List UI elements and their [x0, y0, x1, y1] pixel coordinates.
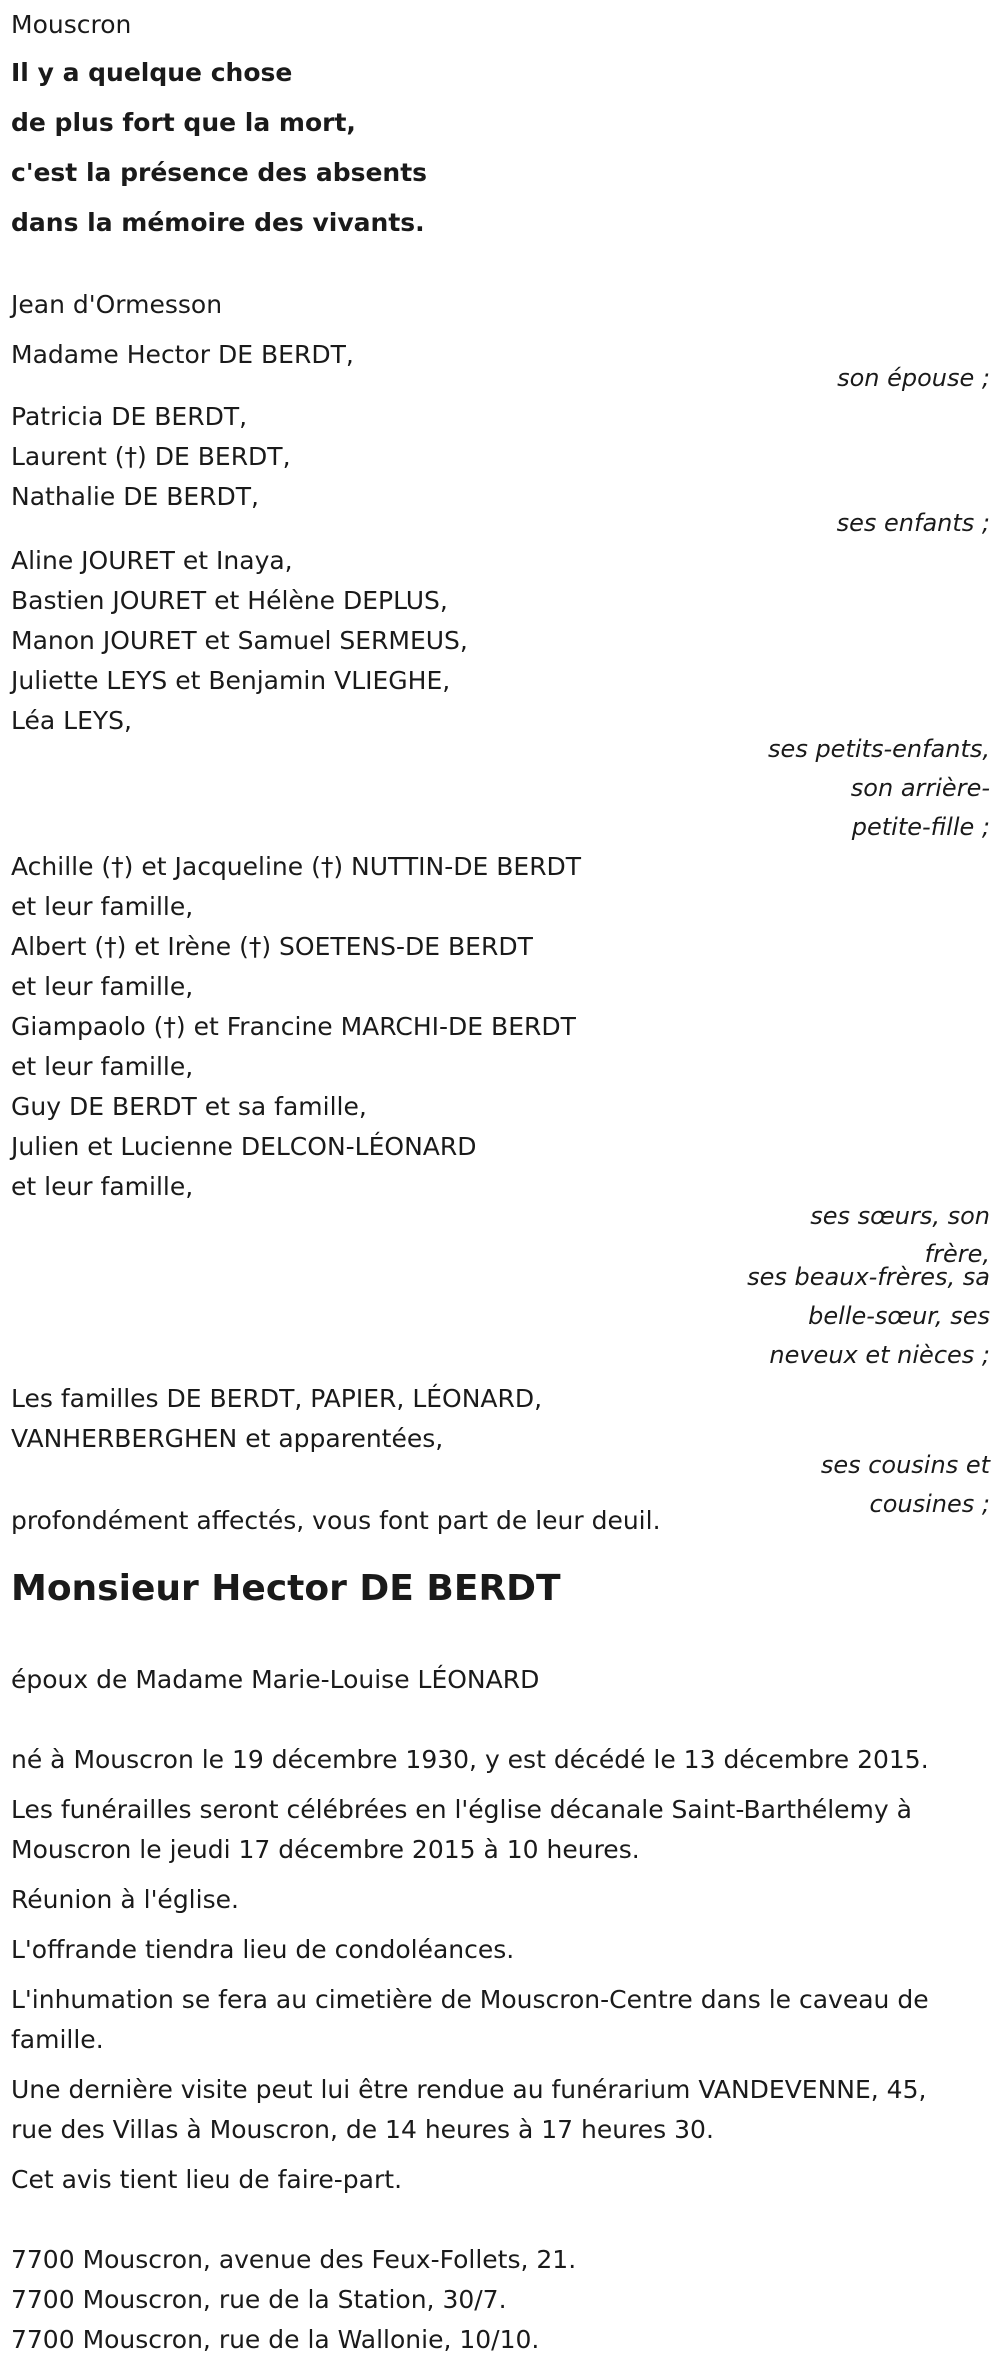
wife-name: Madame Hector DE BERDT, — [11, 340, 354, 369]
families-line: Les familles DE BERDT, PAPIER, LÉONARD, — [11, 1384, 543, 1413]
sibling-line: Achille (†) et Jacqueline (†) NUTTIN-DE BERDT — [11, 852, 582, 881]
siblings-relation: neveux et nièces ; — [769, 1341, 990, 1369]
deceased-dates: né à Mouscron le 19 décembre 1930, y est décédé le 13 décembre 2015. — [11, 1745, 929, 1774]
wife-relation: son épouse ; — [837, 364, 990, 392]
address-line: 7700 Mouscron, rue de la Wallonie, 10/10. — [11, 2325, 540, 2354]
sibling-line: et leur famille, — [11, 1052, 194, 1081]
funeral-line: Les funérailles seront célébrées en l'église décanale Saint-Barthélemy à — [11, 1795, 912, 1824]
deceased-name: Monsieur Hector DE BERDT — [11, 1568, 561, 1609]
notice-line: Cet avis tient lieu de faire-part. — [11, 2165, 403, 2194]
grandchild-name: Bastien JOURET et Hélène DEPLUS, — [11, 586, 448, 615]
sibling-line: Albert (†) et Irène (†) SOETENS-DE BERDT — [11, 932, 533, 961]
child-name: Nathalie DE BERDT, — [11, 482, 259, 511]
sibling-line: et leur famille, — [11, 972, 194, 1001]
families-line: VANHERBERGHEN et apparentées, — [11, 1424, 444, 1453]
visit-line: rue des Villas à Mouscron, de 14 heures à 17 heures 30. — [11, 2115, 714, 2144]
deceased-spouse: époux de Madame Marie-Louise LÉONARD — [11, 1665, 540, 1694]
siblings-relation: frère, — [924, 1240, 990, 1268]
closing-line: profondément affectés, vous font part de leur deuil. — [11, 1506, 661, 1535]
city-heading: Mouscron — [11, 10, 132, 39]
siblings-relation: belle-sœur, ses — [808, 1302, 990, 1330]
sibling-line: et leur famille, — [11, 892, 194, 921]
sibling-line: et leur famille, — [11, 1172, 194, 1201]
burial-line: famille. — [11, 2025, 104, 2054]
grandchild-name: Aline JOURET et Inaya, — [11, 546, 293, 575]
grandchildren-relation: son arrière- — [850, 774, 990, 802]
grandchild-name: Juliette LEYS et Benjamin VLIEGHE, — [11, 666, 451, 695]
child-name: Patricia DE BERDT, — [11, 402, 248, 431]
grandchild-name: Léa LEYS, — [11, 706, 132, 735]
siblings-relation: ses beaux-frères, sa — [747, 1263, 990, 1291]
funeral-line: Mouscron le jeudi 17 décembre 2015 à 10 heures. — [11, 1835, 640, 1864]
meeting-line: Réunion à l'église. — [11, 1885, 239, 1914]
quote-author: Jean d'Ormesson — [11, 290, 223, 319]
burial-line: L'inhumation se fera au cimetière de Mouscron-Centre dans le caveau de — [11, 1985, 929, 2014]
children-relation: ses enfants ; — [836, 509, 990, 537]
sibling-line: Guy DE BERDT et sa famille, — [11, 1092, 367, 1121]
grandchildren-relation: ses petits-enfants, — [768, 735, 990, 763]
quote-line: de plus fort que la mort, — [11, 108, 356, 137]
quote-line: c'est la présence des absents — [11, 158, 428, 187]
quote-line: dans la mémoire des vivants. — [11, 208, 425, 237]
grandchildren-relation: petite-fille ; — [851, 813, 990, 841]
siblings-relation: ses sœurs, son — [810, 1202, 990, 1230]
offering-line: L'offrande tiendra lieu de condoléances. — [11, 1935, 515, 1964]
sibling-line: Giampaolo (†) et Francine MARCHI-DE BERDT — [11, 1012, 576, 1041]
address-line: 7700 Mouscron, avenue des Feux-Follets, 21. — [11, 2245, 577, 2274]
quote-line: Il y a quelque chose — [11, 58, 293, 87]
address-line: 7700 Mouscron, rue de la Station, 30/7. — [11, 2285, 507, 2314]
child-name: Laurent (†) DE BERDT, — [11, 442, 291, 471]
families-relation: cousines ; — [869, 1490, 990, 1518]
families-relation: ses cousins et — [820, 1451, 990, 1479]
sibling-line: Julien et Lucienne DELCON-LÉONARD — [11, 1132, 477, 1161]
grandchild-name: Manon JOURET et Samuel SERMEUS, — [11, 626, 468, 655]
visit-line: Une dernière visite peut lui être rendue au funérarium VANDEVENNE, 45, — [11, 2075, 927, 2104]
